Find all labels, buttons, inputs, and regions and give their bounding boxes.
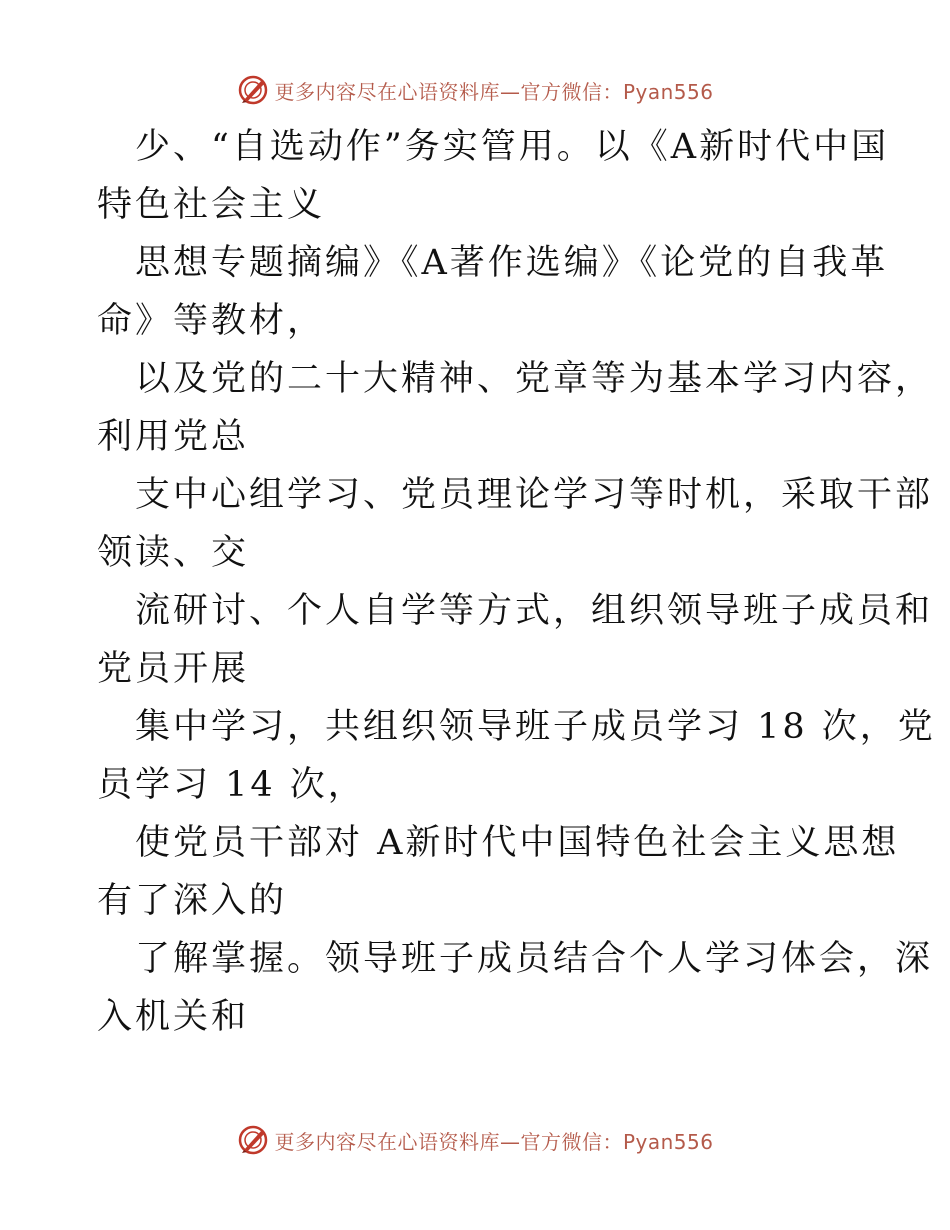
paragraph [97,930,934,1046]
banner-text: 更多内容尽在心语资料库—官方微信：Pyan556 [274,79,714,104]
paragraph [97,582,934,698]
paragraph-continuation: 命》等教材， [97,301,326,341]
paragraph-continuation: 党员开展 [97,649,250,689]
paragraph-first-line: 流研讨、个人自学等方式，组织领导班子成员和 [135,591,934,631]
paragraph-first-line: 以及党的二十大精神、党章等为基本学习内容， [135,359,934,399]
paragraph-continuation: 领读、交 [97,533,250,573]
paragraph [97,466,934,582]
paragraph-first-line: 思想专题摘编》《A著作选编》《论党的自我革 [135,243,889,283]
paragraph-first-line: 了解掌握。领导班子成员结合个人学习体会，深 [135,939,934,979]
paragraph-first-line: 集中学习，共组织领导班子成员学习 18 次，党 [135,707,936,747]
pen-logo-icon [236,73,270,107]
document-body [97,118,936,1046]
paragraph-first-line: 支中心组学习、党员理论学习等时机，采取干部 [135,475,934,515]
paragraph-continuation: 有了深入的 [97,881,288,921]
paragraph-first-line: 使党员干部对 A新时代中国特色社会主义思想 [135,823,900,863]
paragraph [97,234,889,350]
paragraph-continuation: 特色社会主义 [97,185,326,225]
header-watermark-banner [0,70,950,110]
banner-text: 更多内容尽在心语资料库—官方微信：Pyan556 [274,1129,714,1154]
paragraph-first-line: 少、“自选动作”务实管用。以《A新时代中国 [135,127,890,167]
paragraph [97,698,936,814]
paragraph [97,118,890,234]
paragraph-continuation: 利用党总 [97,417,250,457]
paragraph [97,350,934,466]
paragraph-continuation: 员学习 14 次， [97,765,366,805]
pen-logo-icon [236,1123,270,1157]
paragraph-continuation: 入机关和 [97,997,250,1037]
footer-watermark-banner [0,1120,950,1160]
paragraph [97,814,900,930]
